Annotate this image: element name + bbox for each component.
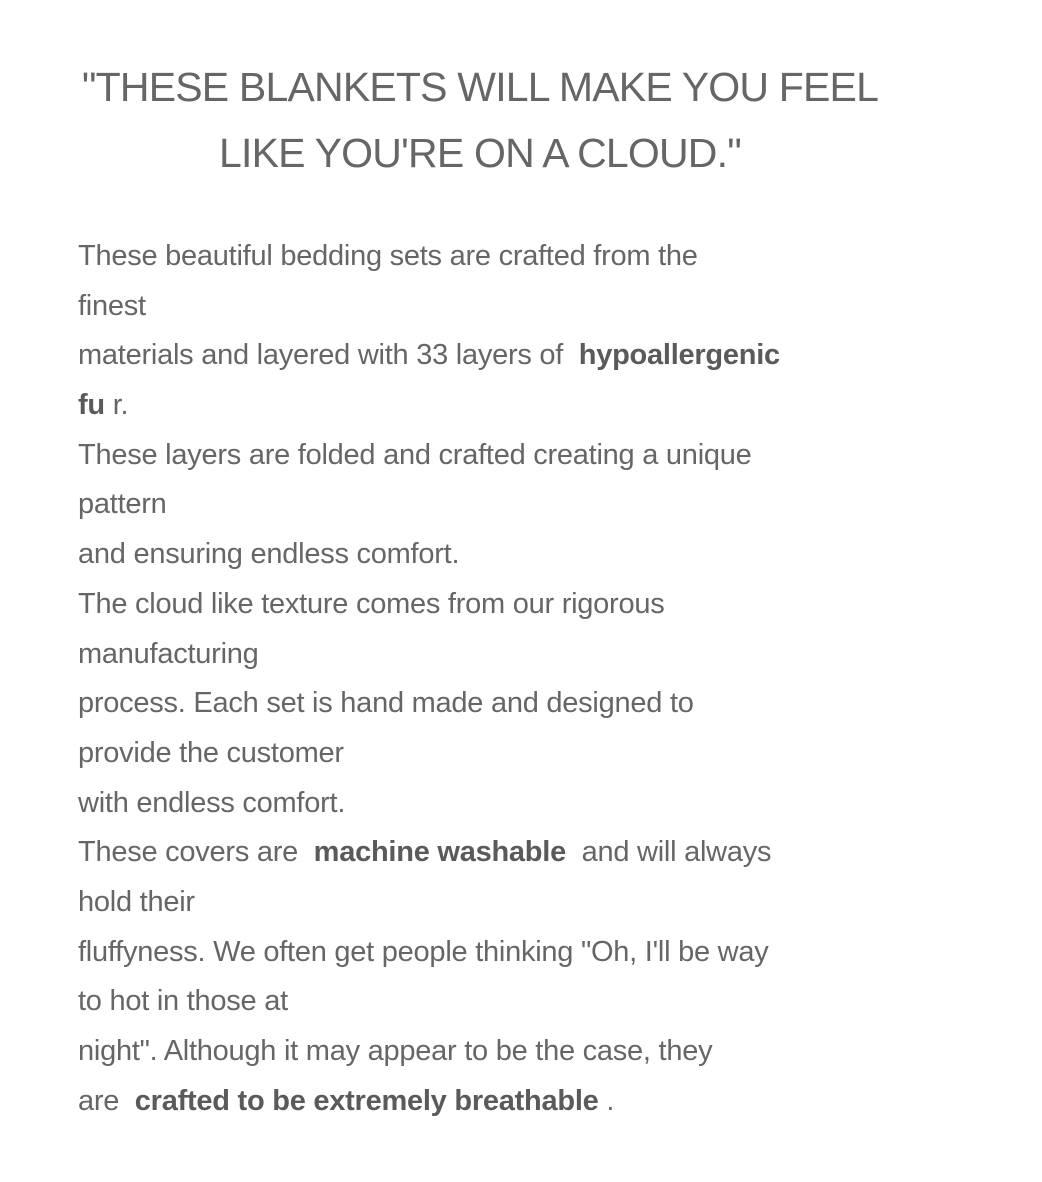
description-text: are — [78, 1084, 127, 1117]
description-text: These covers are — [78, 836, 306, 869]
description-text: finest — [78, 289, 146, 322]
quote-heading — [80, 54, 880, 186]
description-text: and ensuring endless comfort. — [78, 538, 460, 571]
description-line-4 — [78, 381, 908, 431]
description-text: These beautiful bedding sets are crafted from the — [78, 240, 698, 272]
description-text: night". Although it may appear to be the case, they — [78, 1035, 713, 1067]
description-text: provide the customer — [78, 736, 344, 769]
description-line-7 — [78, 530, 908, 580]
description-line-12 — [78, 779, 908, 829]
description-text: . — [606, 1084, 615, 1117]
description-line-9 — [78, 630, 908, 680]
description-line-1 — [78, 232, 908, 282]
product-description-body — [78, 232, 908, 1126]
hypoallergenic-emphasis: hypoallergenic — [578, 339, 780, 372]
description-text: The cloud like texture comes from our rigorous — [78, 587, 665, 620]
description-line-2 — [78, 282, 908, 332]
description-line-10 — [78, 679, 908, 729]
description-text: r. — [112, 389, 129, 422]
description-text: hold their — [78, 885, 195, 918]
description-text: to hot in those at — [78, 985, 288, 1018]
breathable-emphasis: crafted to be extremely breathable — [134, 1084, 599, 1117]
description-text: manufacturing — [78, 637, 259, 670]
description-text: process. Each set is hand made and designed to — [78, 687, 694, 720]
description-text: materials and layered with 33 layers of — [78, 339, 571, 372]
quote-line-2: LIKE YOU'RE ON A CLOUD." — [219, 130, 741, 176]
description-line-8 — [78, 580, 908, 630]
description-line-16 — [78, 977, 908, 1027]
description-line-18 — [78, 1077, 908, 1127]
description-text: pattern — [78, 488, 167, 521]
description-line-13 — [78, 828, 908, 878]
description-line-14 — [78, 878, 908, 928]
description-line-6 — [78, 480, 908, 530]
description-line-15 — [78, 928, 908, 978]
description-line-11 — [78, 729, 908, 779]
description-line-3 — [78, 331, 908, 381]
description-line-17 — [78, 1027, 908, 1077]
machine-washable-emphasis: machine washable — [313, 836, 566, 869]
description-text: with endless comfort. — [78, 786, 346, 819]
description-text: and will always — [573, 836, 772, 869]
description-text: fluffyness. We often get people thinking "Oh, I'll be way — [78, 935, 769, 968]
description-text: These layers are folded and crafted creating a unique — [78, 438, 752, 471]
description-line-5 — [78, 431, 908, 481]
quote-line-1: "THESE BLANKETS WILL MAKE YOU FEEL — [81, 64, 879, 110]
fur-emphasis: fu — [78, 389, 105, 422]
